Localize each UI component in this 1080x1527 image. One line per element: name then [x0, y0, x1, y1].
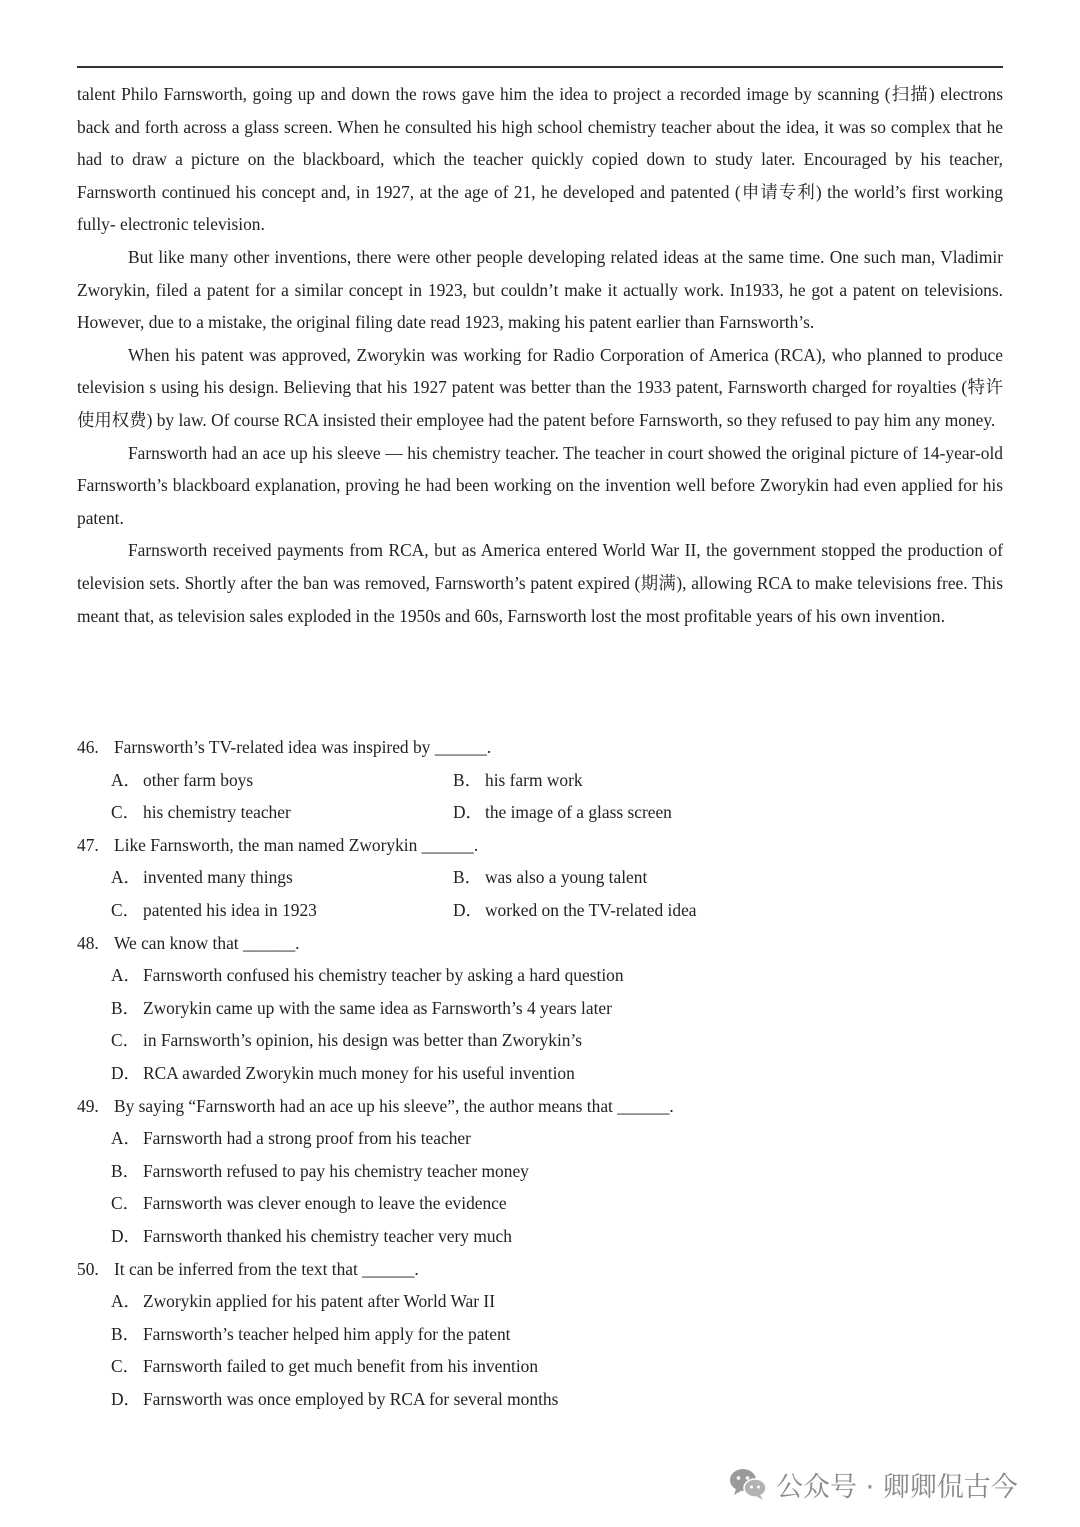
option-d: D． RCA awarded Zworykin much money for his useful invention — [111, 1062, 575, 1083]
question-stem: By saying “Farnsworth had an ace up his sleeve”, the author means that ______. — [114, 1095, 674, 1116]
option-group — [77, 764, 1003, 829]
option-c: C． patented his idea in 1923 — [111, 899, 317, 920]
passage-paragraph-1: talent Philo Farnsworth, going up and down the rows gave him the idea to project a recorded image by scanning (扫描) electrons back and forth across a glass screen. When he consulted his high school chemistry teacher about the idea, it was so complex that he had to draw a picture on the blackboard, which the teacher quickly copied down to study later. Encouraged by his teacher, Farnsworth continued his concept and, in 1927, at the age of 21, he developed and patented (申请专利) the world’s first working fully- electronic television. — [77, 84, 1003, 235]
question-number: 49. — [77, 1095, 99, 1116]
question-47 — [77, 829, 1003, 927]
passage-paragraph-5: Farnsworth received payments from RCA, but as America entered World War II, the government stopped the production of television sets. Shortly after the ban was removed, Farnsworth’s patent expired (期满), allowing RCA to make televisions free. This meant that, as television sales exploded in the 1950s and 60s, Farnsworth lost the most profitable years of his own invention. — [77, 540, 1003, 626]
option-a: A． Zworykin applied for his patent after World War II — [111, 1291, 495, 1312]
question-50 — [77, 1253, 1003, 1416]
option-c: C． Farnsworth was clever enough to leave the evidence — [111, 1193, 507, 1214]
option-b: B． Farnsworth’s teacher helped him apply for the patent — [111, 1323, 511, 1344]
option-c: C． Farnsworth failed to get much benefit from his invention — [111, 1356, 539, 1377]
question-stem: Farnsworth’s TV-related idea was inspired by ______. — [114, 737, 492, 757]
option-group — [77, 959, 1003, 1089]
option-group — [77, 1122, 1003, 1252]
passage-paragraph-4: Farnsworth had an ace up his sleeve — his chemistry teacher. The teacher in court showed the original picture of 14-year-old Farnsworth’s blackboard explanation, proving he had been working on the invention well before Zworykin had even applied for his patent. — [77, 442, 1003, 528]
question-49 — [77, 1090, 1003, 1253]
option-c: C． in Farnsworth’s opinion, his design was better than Zworykin’s — [111, 1030, 583, 1051]
option-b: B． his farm work — [453, 769, 583, 790]
option-b: B． Farnsworth refused to pay his chemistry teacher money — [111, 1160, 529, 1181]
wechat-icon — [728, 1466, 768, 1502]
option-d: D． the image of a glass screen — [453, 802, 672, 823]
option-group — [77, 861, 1003, 926]
question-stem: It can be inferred from the text that ______. — [114, 1258, 419, 1279]
question-number: 47. — [77, 834, 99, 855]
option-a: A． Farnsworth confused his chemistry teacher by asking a hard question — [111, 965, 624, 986]
question-number: 46. — [77, 737, 99, 757]
watermark — [728, 1462, 1018, 1506]
option-group — [77, 1285, 1003, 1415]
question-stem: We can know that ______. — [114, 932, 300, 953]
reading-passage — [77, 78, 1003, 632]
option-d: D． worked on the TV-related idea — [453, 899, 697, 920]
watermark-text: 公众号 · 卿卿侃古今 — [776, 1471, 1018, 1503]
question-list — [77, 731, 1003, 1415]
question-number: 48. — [77, 932, 99, 953]
header-rule — [77, 66, 1003, 68]
question-46 — [77, 731, 1003, 829]
option-b: B． was also a young talent — [453, 867, 648, 888]
option-a: A． other farm boys — [111, 769, 254, 790]
passage-paragraph-2: But like many other inventions, there were other people developing related ideas at the same time. One such man, Vladimir Zworykin, filed a patent for a similar concept in 1923, but couldn’t make it actually work. In1933, he got a patent on televisions. However, due to a mistake, the original filing date read 1923, making his patent earlier than Farnsworth’s. — [77, 246, 1003, 333]
option-a: A． Farnsworth had a strong proof from his teacher — [111, 1128, 471, 1149]
option-d: D． Farnsworth was once employed by RCA for several months — [111, 1388, 559, 1409]
option-d: D． Farnsworth thanked his chemistry teacher very much — [111, 1225, 512, 1246]
option-a: A． invented many things — [111, 867, 293, 888]
question-48 — [77, 927, 1003, 1090]
question-stem: Like Farnsworth, the man named Zworykin ______. — [114, 834, 479, 855]
passage-paragraph-3: When his patent was approved, Zworykin was working for Radio Corporation of America (RCA), who planned to produce television s using his design. Believing that his 1927 patent was better than the 1933 patent, Farnsworth charged for royalties (特许使用权费) by law. Of course RCA insisted their employee had the patent before Farnsworth, so they refused to pay him any money. — [77, 344, 1003, 430]
option-b: B． Zworykin came up with the same idea as Farnsworth’s 4 years later — [111, 997, 612, 1018]
question-number: 50. — [77, 1258, 99, 1279]
option-c: C． his chemistry teacher — [111, 802, 291, 823]
